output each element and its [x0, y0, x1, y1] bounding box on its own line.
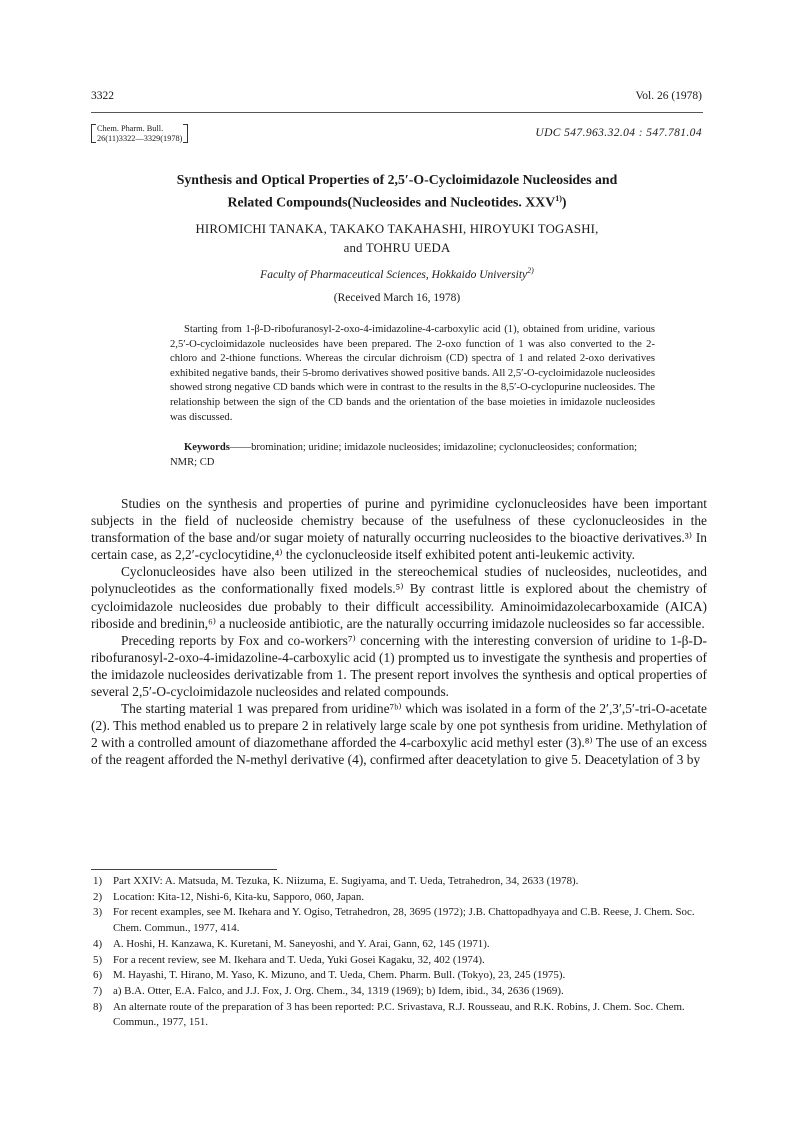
footnote-item: 3) For recent examples, see M. Ikehara and Y. Ogiso, Tetrahedron, 28, 3695 (1972); J.B. Chattopadhyaya and C.B. Reese, J. Chem. Soc. Chem. Commun., 1977, 414.	[93, 906, 695, 935]
keywords	[170, 441, 655, 470]
journal-ref-line1: Chem. Pharm. Bull.	[97, 124, 164, 133]
body-paragraph: The starting material 1 was prepared from uridine⁷ᵇ⁾ which was isolated in a form of the 2′,3′,5′-tri-O-acetate (2). This method enabled us to prepare 2 in relatively large scale by one pot synthesis from uridine. Methylation of 2 with a controlled amount of diazomethane afforded the 4-carboxylic acid methyl ester (3).⁸⁾ The use of an excess of the reagent afforded the N-methyl derivative (4), confirmed after deacetylation to give 5. Deacetylation of 3 by	[91, 701, 707, 768]
authors-line2: and TOHRU UEDA	[343, 241, 451, 255]
footnote-item: 5) For a recent review, see M. Ikehara and T. Ueda, Yuki Gosei Kagaku, 32, 402 (1974).	[93, 953, 485, 966]
author-list	[91, 220, 703, 258]
bracket-left-icon	[91, 124, 96, 143]
footnote-item: 8) An alternate route of the preparation of 3 has been reported: P.C. Srivastava, R.J. Rousseau, and R.K. Robins, J. Chem. Soc. Chem. Commun., 1977, 151.	[93, 1000, 685, 1029]
affiliation: Faculty of Pharmaceutical Sciences, Hokkaido University$^{2)}$	[260, 266, 534, 281]
footnote-item: 4) A. Hoshi, H. Kanzawa, K. Kuretani, M. Saneyoshi, and Y. Arai, Gann, 62, 145 (1971).	[93, 937, 490, 950]
body-paragraph: Cyclonucleosides have also been utilized in the stereochemical studies of nucleosides, nucleotides, and polynucleotides as the conformationally fixed models.⁵⁾ By contrast little is explored about the chemistry of cycloimidazole nucleosides due probably to their difficult accessibility. Aminoimidazolecarboxamide (AICA) riboside and bredinin,⁶⁾ a nucleoside antibiotic, are the naturally occurring imidazole nucleosides so far accessible.	[91, 564, 707, 631]
paper-title	[91, 170, 703, 212]
journal-reference	[91, 124, 188, 143]
body-paragraph: Preceding reports by Fox and co-workers⁷⁾ concerning with the interesting conversion of uridine to 1-β-D-ribofuranosyl-2-oxo-4-imidazoline-4-carboxylic acid (1) prompted us to investigate the synthesis and properties of the imidazole nucleosides derivatizable from 1. The present report involves the synthesis and optical properties of several 2,5′-O-cycloimidazole nucleosides and related compounds.	[91, 632, 707, 700]
keywords-label: Keywords	[184, 442, 230, 453]
abstract: Starting from 1-β-D-ribofuranosyl-2-oxo-4-imidazoline-4-carboxylic acid (1), obtained from uridine, various 2,5′-O-cycloimidazole nucleosides have been prepared. The 2-oxo function of 1 was also converted to the 2-chloro and 2-thione functions. Whereas the circular dichroism (CD) spectra of 1 and related 2-oxo derivatives exhibited negative bands, their 5-bromo derivatives showed positive bands. All 2,5′-O-cycloimidazole nucleosides showed strong negative CD bands which were in contrast to the results in the 8,5′-O-cyclopurine nucleosides. The relationship between the sign of the CD bands and the orientation of the base moieties in imidazole nucleosides was discussed.	[170, 324, 655, 423]
page-number: 3322	[91, 90, 114, 102]
received-date: (Received March 16, 1978)	[333, 292, 461, 304]
footnote-item: 1) Part XXIV: A. Matsuda, M. Tezuka, K. Niizuma, E. Sugiyama, and T. Ueda, Tetrahedron, 34, 2633 (1978).	[93, 875, 579, 887]
authors-line1: HIROMICHI TANAKA, TAKAKO TAKAHASHI, HIROYUKI TOGASHI,	[195, 222, 599, 236]
footnote-item: 7) a) B.A. Otter, E.A. Falco, and J.J. Fox, J. Org. Chem., 34, 1319 (1969); b) Idem, ibid., 34, 2636 (1969).	[93, 984, 564, 997]
keywords-text: ——bromination; uridine; imidazole nucleosides; imidazoline; cyclonucleosides; conformation; NMR; CD	[170, 442, 638, 468]
title-footnote-ref: 1)	[555, 194, 562, 203]
title-line2: Related Compounds(Nucleosides and Nucleotides. XXV$^{1)}$)	[227, 194, 567, 210]
udc-classification: UDC 547.963.32.04 : 547.781.04	[535, 127, 702, 139]
body-paragraph: Studies on the synthesis and properties of purine and pyrimidine cyclonucleosides have been important subjects in the field of nucleoside chemistry because of the usefulness of these cyclonucleosides in the transformation of the base and/or sugar moiety of naturally occurring nucleosides to the bioactive derivatives.³⁾ In certain case, as 2,2′-cyclocytidine,⁴⁾ the cyclonucleoside itself exhibited potent anti-leukemic activity.	[91, 496, 707, 563]
title-line1: Synthesis and Optical Properties of 2,5′-O-Cycloimidazole Nucleosides and	[176, 172, 618, 187]
bracket-right-icon	[183, 124, 188, 143]
journal-ref-line2: 26(11)3322—3329(1978)	[97, 133, 183, 143]
volume-label: Vol. 26 (1978)	[635, 90, 702, 102]
footnotes-list	[91, 874, 707, 1031]
footnote-rule	[91, 869, 277, 870]
footnote-item: 6) M. Hayashi, T. Hirano, M. Yaso, K. Mizuno, and T. Ueda, Chem. Pharm. Bull. (Tokyo), 23, 245 (1975).	[93, 969, 566, 982]
affiliation-footnote-ref: 2)	[527, 266, 534, 275]
footnote-item: 2) Location: Kita-12, Nishi-6, Kita-ku, Sapporo, 060, Japan.	[93, 890, 365, 903]
header-rule	[91, 112, 703, 113]
body-text	[91, 495, 707, 769]
